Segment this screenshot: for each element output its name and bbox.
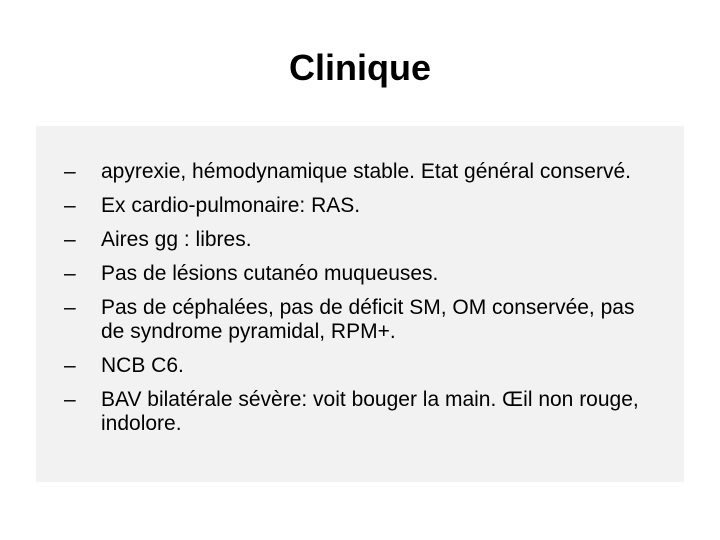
bullet-list	[64, 160, 654, 446]
bullet-dash: –	[64, 228, 76, 251]
list-item-text: Ex cardio-pulmonaire: RAS.	[101, 194, 361, 217]
list-item	[64, 228, 654, 252]
list-item-text: BAV bilatérale sévère: voit bouger la main. Œil non rouge, indolore.	[101, 388, 639, 435]
list-item-text: Pas de lésions cutanéo muqueuses.	[101, 262, 439, 285]
list-item-text: Pas de céphalées, pas de déficit SM, OM conservée, pas de syndrome pyramidal, RPM+.	[101, 296, 635, 343]
bullet-dash: –	[64, 194, 76, 217]
bullet-dash: –	[64, 354, 76, 377]
slide-title: Clinique	[289, 47, 431, 88]
bullet-dash: –	[64, 262, 76, 285]
list-item	[64, 160, 654, 184]
list-item	[64, 388, 654, 436]
bullet-dash: –	[64, 160, 76, 183]
list-item	[64, 194, 654, 218]
list-item-text: Aires gg : libres.	[101, 228, 252, 251]
list-item	[64, 262, 654, 286]
list-item-text: apyrexie, hémodynamique stable. Etat général conservé.	[101, 160, 631, 183]
list-item	[64, 296, 654, 344]
list-item	[64, 354, 654, 378]
list-item-text: NCB C6.	[101, 354, 184, 377]
bullet-dash: –	[64, 388, 76, 411]
bullet-dash: –	[64, 296, 76, 319]
